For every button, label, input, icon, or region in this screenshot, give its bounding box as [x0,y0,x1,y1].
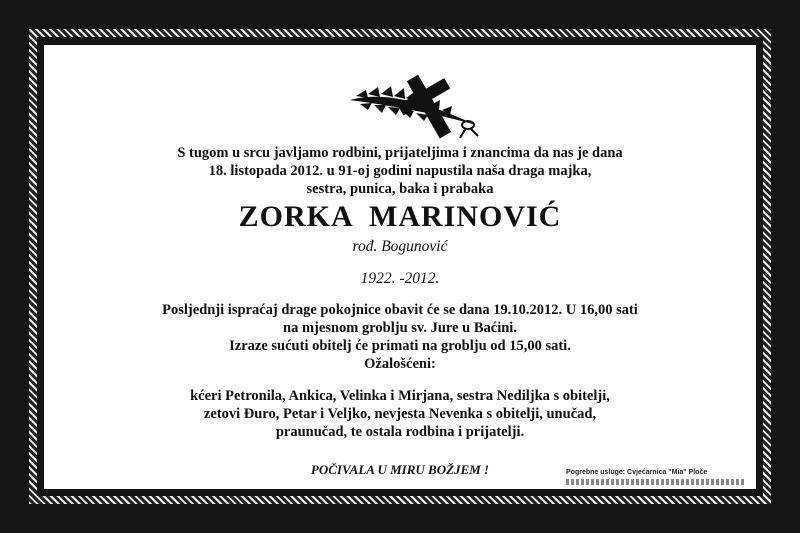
mourners-line-1: kćeri Petronila, Ankica, Velinka i Mirjana, sestra Nediljka s obitelji, [190,388,610,404]
intro-line-3: sestra, punica, baka i prabaka [306,181,494,197]
funeral-line-3: Izraze sućuti obitelj će primati na groblju od 15,00 sati. [229,338,571,354]
funeral-line-1: Posljednji ispraćaj drage pokojnice obavit će se dana 19.10.2012. U 16,00 sati [162,302,638,318]
mourners-line-3: praunučad, te ostala rodbina i prijatelji. [275,424,525,440]
mourners-heading: Ožalošćeni: [364,356,436,372]
credit-contact-line [566,479,746,485]
mourners-line-2: zetovi Đuro, Petar i Veljko, nevjesta Nevenka s obitelji, unučad, [203,406,597,422]
intro-line-1: S tugom u srcu javljamo rodbini, prijateljima i znancima da nas je dana [177,145,623,161]
maiden-name: rođ. Bogunović [352,238,448,255]
intro-line-2: 18. listopada 2012. u 91-oj godini napustila naša draga majka, [208,163,592,179]
funeral-line-2: na mjesnom groblju sv. Jure u Baćini. [283,320,517,336]
deceased-name: ZORKA MARINOVIĆ [238,200,562,233]
life-years: 1922. -2012. [360,270,440,287]
funeral-service-credit: Pogrebne usluge: Cvjećarnica "Mia" Ploče [566,469,708,476]
closing-line: POČIVALA U MIRU BOŽJEM ! [310,462,490,477]
cross-with-palm-icon [348,70,488,140]
